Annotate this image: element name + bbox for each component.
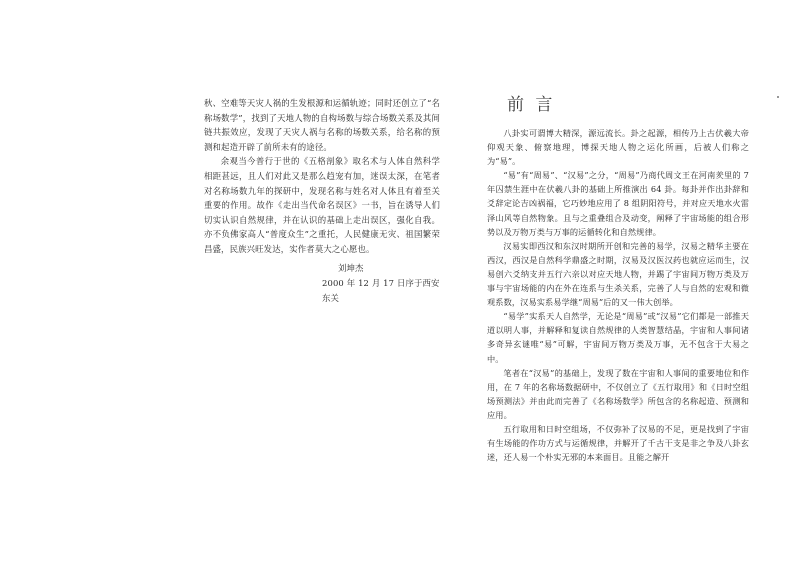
right-paragraph-4: “易学”实系天人自然学，无论是“周易”或“汉易”它们都是一部推天道以明人事，并解释和复读自然规律的人类智慧结晶，宇宙和人事间诸多奇异玄谜唯“易”可解，宇宙间万物万类及万事，无不包含于大易之中。 xyxy=(487,311,749,364)
left-page xyxy=(204,96,440,305)
left-paragraph-1: 秋、空难等天灾人祸的生发根源和运循轨迹；同时还创立了“名称场数学”，找到了天地人物的自构场数与综合场数关系及其间链共振效应，发现了天灾人祸与名称的场数关系，给名称的预测和起造开辟了前所未有的途径。 xyxy=(204,98,440,152)
scan-mark xyxy=(777,96,779,98)
signature-name: 刘坤杰 xyxy=(338,262,364,273)
right-paragraph-6: 五行取用和日时空组场，不仅弥补了汉易的不足，更是找到了宇宙有生场能的作功方式与运循规律，并解开了千古干支是非之争及八卦玄迷，还人易一个朴实无邪的本来面目。且能之解开 xyxy=(487,423,749,463)
right-paragraph-3: 汉易实即西汉和东汉时期所开创和完善的易学，汉易之精华主要在西汉，西汉是自然科学鼎盛之时期，汉易及汉医汉药也就应运而生，汉易创六爻纳支并五行六亲以对应天地人物，并踢了宇宙间万物万类及万事与宇宙场能的内在外在连系与生杀关系，完善了人与自然的宏观和微观系数，汉易实系易学继“周易”后的又一伟大创举。 xyxy=(487,240,749,308)
right-paragraph-1: 八卦实可谓博大精深，源远流长。卦之起源，相传乃上古伏羲大帝仰观天象、俯察地理，博探天地人物之运化所画，后被人们称之为“易”。 xyxy=(487,128,749,167)
right-page xyxy=(487,92,749,464)
signature-date: 2000 年 12 月 17 日序于西安东关 xyxy=(322,278,440,303)
signature xyxy=(322,261,440,306)
left-paragraph-2: 余观当今普行于世的《五格剖象》取名术与人体自然科学相距甚远，且人们对此又是那么趋宠有加，迷误太深，在笔者对名称场数九年的探研中，发现名称与姓名对人体且有着至关重要的作用。故作《走出当代命名误区》一书，旨在诱导人们切实认识自然规律，并在认识的基础上走出误区，强化自我。亦不负佛家高人“普度众生”之重托，人民健康无灾、祖国繁荣昌盛，民族兴旺发达，实作者莫大之心愿也。 xyxy=(204,156,440,254)
right-paragraph-2: “易”有“周易”、“汉易”之分，“周易”乃商代周文王在河南羑里的 7 年囚禁生涯中在伏羲八卦的基础上所推演出 64 卦。每卦并作出卦辞和爻辞定论吉凶祸福，它巧妙地应用了 8 组阴阳符号，并对应天地水火雷泽山风等自然物象。且与之重叠组合及动变，阐释了宇宙场能的组合形势以及万物万类与万事的运循转化和自然规律。 xyxy=(487,170,749,237)
preface-title: 前 言 xyxy=(507,95,556,115)
right-paragraph-5: 笔者在“汉易”的基础上，发现了数在宇宙和人事间的重要地位和作用，在 7 年的名称场数据研中，不仅创立了《五行取用》和《日时空组场预测法》并由此而完善了《名称场数学》所包含的名称起造、预测和应用。 xyxy=(487,367,749,420)
